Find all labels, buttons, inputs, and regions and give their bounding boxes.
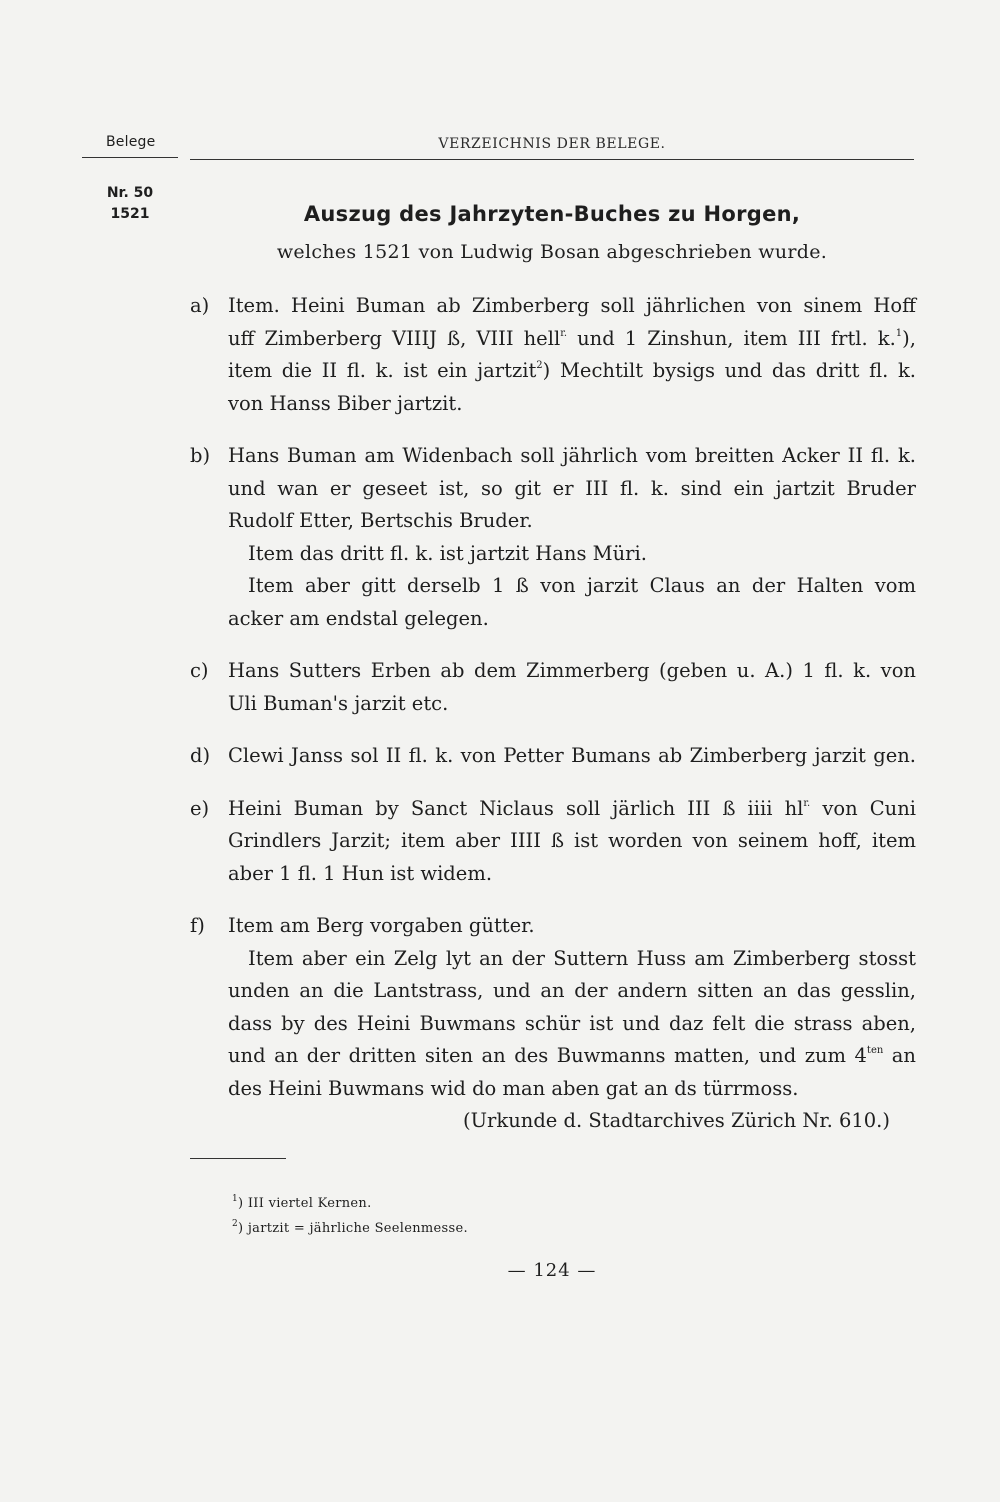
text-line: Rudolf Etter, Bertschis Bruder. [228,509,533,532]
text-line: aber 1 fl. 1 Hun ist widem. [228,861,493,885]
text-line: Uli Buman's jarzit etc. [228,691,449,715]
text-line: Item aber gitt derselb 1 ß von jarzit Claus an der Halten vom [248,574,916,597]
text-line: Clewi Janss sol II fl. k. von Petter Bumans ab Zimberberg jarzit gen. [228,744,916,767]
document-body [190,290,916,1158]
text-line: dass by des Heini Buwmans schür ist und daz felt die strass aben, [228,1011,916,1035]
entry-label: d) [190,744,211,767]
source-citation: (Urkunde d. Stadtarchives Zürich Nr. 610.) [463,1109,890,1132]
entry-label: e) [190,796,210,820]
text-line: Hans Buman am Widenbach soll jährlich vom breitten Acker II fl. k. [228,444,916,467]
text-line: von Hanss Biber jartzit. [228,391,463,415]
entry-label: f) [190,914,205,937]
document-subtitle: welches 1521 von Ludwig Bosan abgeschrieben wurde. [276,241,828,263]
footnote-ref: 2 [536,360,543,371]
entry-label: b) [190,444,211,467]
text-line: acker am endstal gelegen. [228,606,489,630]
entry-e [190,793,916,891]
text-line: item die II fl. k. ist ein jartzit$^2$) Mechtilt bysigs und das dritt fl. k. [228,359,917,382]
text-line: Item. Heini Buman ab Zimberberg soll jährlichen von sinem Hoff [228,294,916,317]
text-line: und wan er geseet ist, so git er III fl. k. sind ein jartzit Bruder [228,476,916,500]
running-head-left: Belege [106,134,156,150]
text-line: Item am Berg vorgaben gütter. [228,914,535,937]
text-line: des Heini Buwmans wid do man aben gat an ds türrmoss. [228,1076,799,1100]
entry-label: c) [190,659,209,682]
entry-c [190,655,916,720]
footnote-1: $^1$) III viertel Kernen. [232,1194,372,1211]
entry-f [190,910,916,1138]
document-year: 1521 [110,206,150,222]
header-rule-left [82,157,178,158]
entry-d [190,740,916,773]
margin-note [106,183,154,225]
text-line: unden an die Lantstrass, und an der andern sitten an das gesslin, [228,979,916,1002]
text-line: und an der dritten siten an des Buwmanns matten, und zum $4^{ten}$ an [228,1044,916,1067]
text-line: Grindlers Jarzit; item aber IIII ß ist worden von seinem hoff, item [228,829,916,852]
entry-b [190,440,916,635]
footnote-ref: 1 [895,327,903,339]
page-number: — 124 — [507,1260,597,1281]
footnote-2: $^2$) jartzit = jährliche Seelenmesse. [232,1219,468,1236]
header-rule [190,159,914,160]
document-title: Auszug des Jahrzyten-Buches zu Horgen, [303,202,801,226]
entry-a [190,290,916,420]
text-line: Hans Sutters Erben ab dem Zimmerberg (geben u. A.) 1 fl. k. von [228,659,916,682]
footnote-rule [190,1158,286,1159]
entry-label: a) [190,294,210,317]
text-line: uff Zimberberg VIIIJ ß, VIII hell$^{r.}$ und 1 Zinshun, item III frtl. k.$^1$), [228,326,916,350]
text-line: Heini Buman by Sanct Niclaus soll järlich III ß iiii $hl^{r.}$ von Cuni [228,796,916,820]
text-line: Item aber ein Zelg lyt an der Suttern Huss am Zimberberg stosst [248,946,916,970]
running-head-title: VERZEICHNIS DER BELEGE. [438,136,666,152]
document-number: Nr. 50 [106,185,154,201]
text-line: Item das dritt fl. k. ist jartzit Hans Müri. [248,541,647,565]
